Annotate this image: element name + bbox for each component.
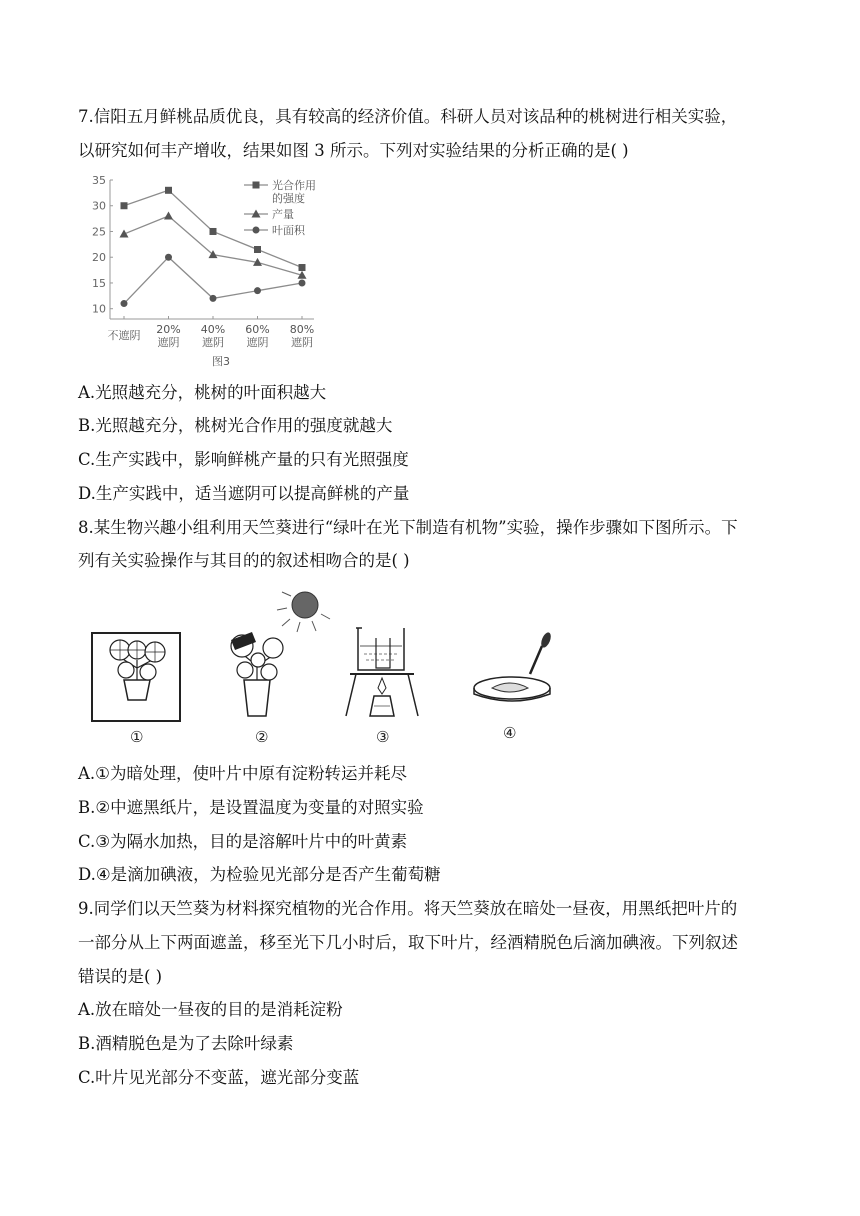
data-point-circle bbox=[254, 287, 261, 294]
y-tick-label: 35 bbox=[92, 174, 106, 187]
experiment-steps-figure bbox=[80, 588, 560, 748]
data-point-square bbox=[253, 182, 260, 189]
q7-stem-line1: 7.信阳五月鲜桃品质优良，具有较高的经济价值。科研人员对该品种的桃树进行相关实验， bbox=[78, 107, 738, 126]
step-label-1: ① bbox=[130, 728, 144, 746]
y-tick-label: 10 bbox=[92, 302, 106, 316]
step-label-4: ④ bbox=[503, 724, 517, 742]
x-tick-labels bbox=[108, 323, 315, 349]
x-tick-label: 40% bbox=[200, 323, 226, 336]
y-tick-label: 25 bbox=[92, 225, 106, 239]
step1-dark-box-plant bbox=[92, 633, 180, 721]
data-point-circle bbox=[253, 227, 260, 234]
q9-stem-line1: 9.同学们以天竺葵为材料探究植物的光合作用。将天竺葵放在暗处一昼夜，用黑纸把叶片的 bbox=[78, 899, 738, 918]
figure-caption: 图3 bbox=[212, 355, 230, 368]
data-point-triangle bbox=[164, 212, 173, 220]
step3-water-bath-heating bbox=[346, 628, 418, 716]
q8-option-b: B.②中遮黑纸片，是设置温度为变量的对照实验 bbox=[78, 798, 424, 817]
x-tick-label: 遮阴 bbox=[291, 336, 313, 349]
x-tick-label: 不遮阴 bbox=[107, 329, 141, 342]
data-point-circle bbox=[299, 279, 306, 286]
series-circle bbox=[121, 254, 306, 307]
legend-label: 光合作用 bbox=[272, 179, 316, 192]
data-point-circle bbox=[165, 254, 172, 261]
x-tick-label: 遮阴 bbox=[246, 336, 269, 349]
q7-option-c: C.生产实践中，影响鲜桃产量的只有光照强度 bbox=[78, 450, 409, 469]
legend-label: 叶面积 bbox=[272, 224, 305, 237]
step2-light-plant-covered-leaf bbox=[231, 592, 330, 716]
q9-stem-line2: 一部分从上下两面遮盖，移至光下几小时后，取下叶片，经酒精脱色后滴加碘液。下列叙述 bbox=[78, 933, 738, 952]
q9-option-c: C.叶片见光部分不变蓝，遮光部分变蓝 bbox=[78, 1068, 360, 1087]
x-tick-label: 80% bbox=[289, 323, 315, 336]
q7-option-a: A.光照越充分，桃树的叶面积越大 bbox=[78, 383, 327, 402]
x-tick-label: 20% bbox=[156, 323, 181, 336]
q9-option-b: B.酒精脱色是为了去除叶绿素 bbox=[78, 1034, 294, 1053]
q8-option-c: C.③为隔水加热，目的是溶解叶片中的叶黄素 bbox=[78, 832, 408, 851]
y-tick-label: 15 bbox=[92, 276, 106, 290]
data-point-square bbox=[165, 187, 172, 194]
x-tick-label: 60% bbox=[245, 323, 270, 336]
legend-label: 产量 bbox=[272, 208, 294, 221]
data-point-circle bbox=[210, 295, 217, 302]
data-point-square bbox=[299, 264, 306, 271]
figure-3-line-chart bbox=[78, 172, 378, 372]
data-point-triangle bbox=[120, 230, 129, 238]
q9-option-a: A.放在暗处一昼夜的目的是消耗淀粉 bbox=[78, 1000, 343, 1019]
step-label-3: ③ bbox=[376, 728, 390, 746]
q9-stem-line3: 错误的是( ) bbox=[78, 967, 163, 986]
step4-iodine-dropper-dish bbox=[474, 631, 553, 701]
series-triangle bbox=[120, 212, 307, 279]
y-tick-labels bbox=[92, 174, 106, 316]
chart-legend bbox=[244, 178, 316, 237]
q8-option-d: D.④是滴加碘液，为检验见光部分是否产生葡萄糖 bbox=[78, 865, 441, 884]
data-point-circle bbox=[121, 300, 128, 307]
data-point-square bbox=[210, 228, 217, 235]
q7-option-d: D.生产实践中，适当遮阴可以提高鲜桃的产量 bbox=[78, 484, 410, 503]
x-tick-label: 遮阴 bbox=[202, 336, 224, 349]
q7-option-b: B.光照越充分，桃树光合作用的强度就越大 bbox=[78, 416, 393, 435]
q8-stem-line2: 列有关实验操作与其目的的叙述相吻合的是( ) bbox=[78, 551, 410, 570]
q8-option-a: A.①为暗处理，使叶片中原有淀粉转运并耗尽 bbox=[78, 764, 407, 783]
q8-stem-line1: 8.某生物兴趣小组利用天竺葵进行“绿叶在光下制造有机物”实验，操作步骤如下图所示。下 bbox=[78, 518, 738, 537]
x-tick-label: 遮阴 bbox=[157, 336, 180, 349]
y-tick-label: 30 bbox=[92, 199, 106, 213]
step-label-2: ② bbox=[255, 728, 269, 746]
q7-stem-line2: 以研究如何丰产增收，结果如图 3 所示。下列对实验结果的分析正确的是( ) bbox=[78, 141, 629, 160]
data-point-square bbox=[121, 202, 128, 209]
data-point-square bbox=[254, 246, 261, 253]
y-tick-label: 20 bbox=[92, 251, 106, 265]
legend-label: 的强度 bbox=[272, 192, 305, 205]
